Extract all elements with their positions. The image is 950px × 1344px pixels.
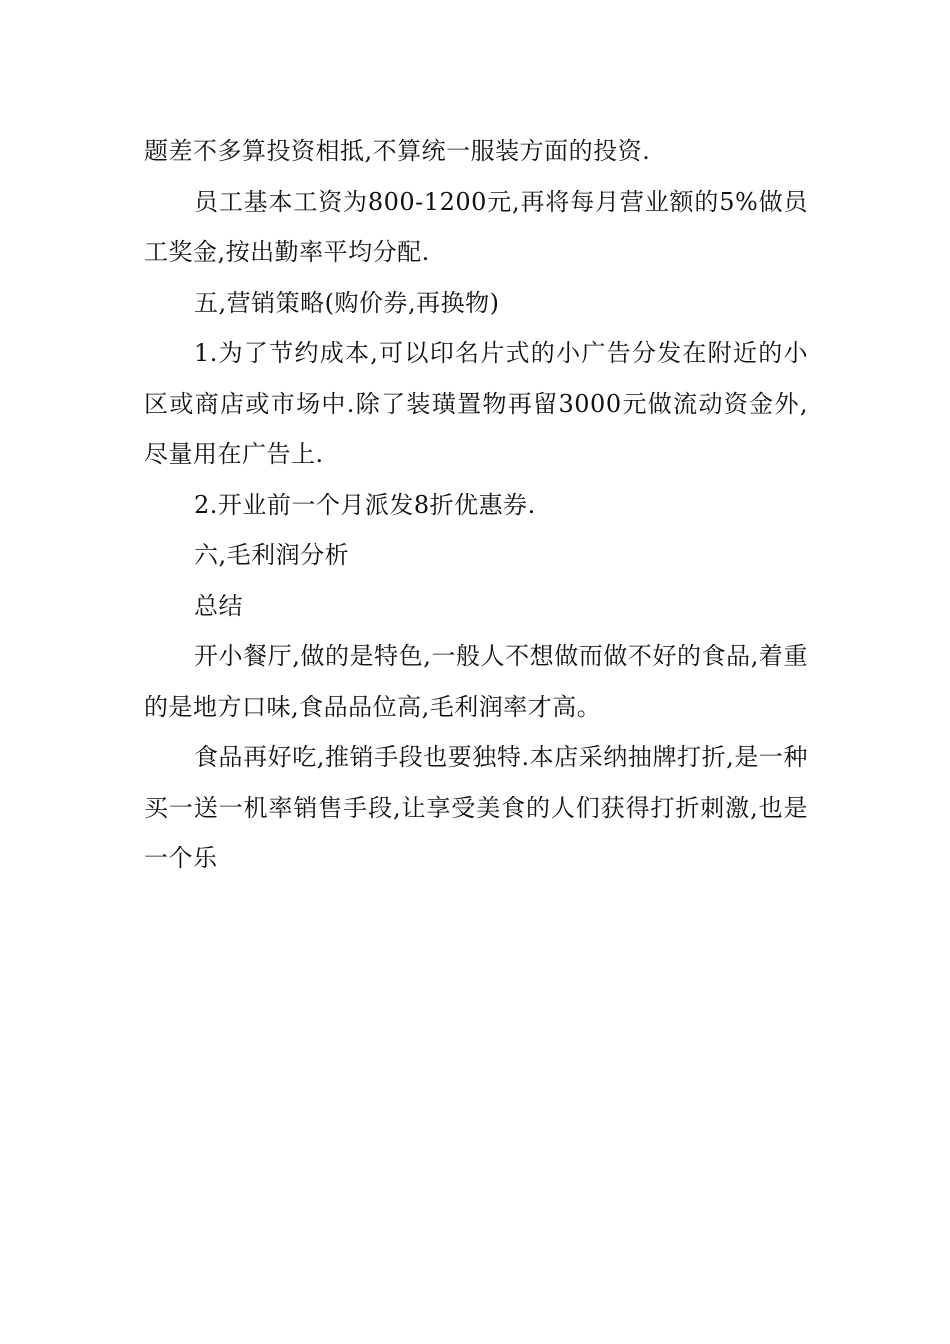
paragraph-investment-note: 题差不多算投资相抵,不算统一服装方面的投资. — [144, 137, 651, 165]
heading-summary: 总结 — [194, 591, 243, 620]
heading-gross-profit: 六,毛利润分析 — [194, 541, 350, 569]
list-item-flyers: 1.为了节约成本,可以印名片式的小广告分发在附近的小区或商店或市场中.除了装璜置物再留3000元做流动资金外,尽量用在广告上. — [144, 339, 808, 468]
paragraph-staff-wages: 员工基本工资为800-1200元,再将每月营业额的5%做员工奖金,按出勤率平均分配. — [144, 187, 808, 266]
document-body — [144, 126, 808, 884]
paragraph-summary-promotion: 食品再好吃,推销手段也要独特.本店采纳抽牌打折,是一种买一送一机率销售手段,让享受美食的人们获得打折刺激,也是一个乐 — [144, 743, 808, 872]
paragraph-summary-specialty: 开小餐厅,做的是特色,一般人不想做而做不好的食品,着重的是地方口味,食品品位高,毛利润率才高。 — [144, 642, 808, 721]
list-item-coupons: 2.开业前一个月派发8折优惠券. — [194, 490, 536, 519]
heading-marketing-strategy: 五,营销策略(购价券,再换物) — [194, 288, 500, 317]
